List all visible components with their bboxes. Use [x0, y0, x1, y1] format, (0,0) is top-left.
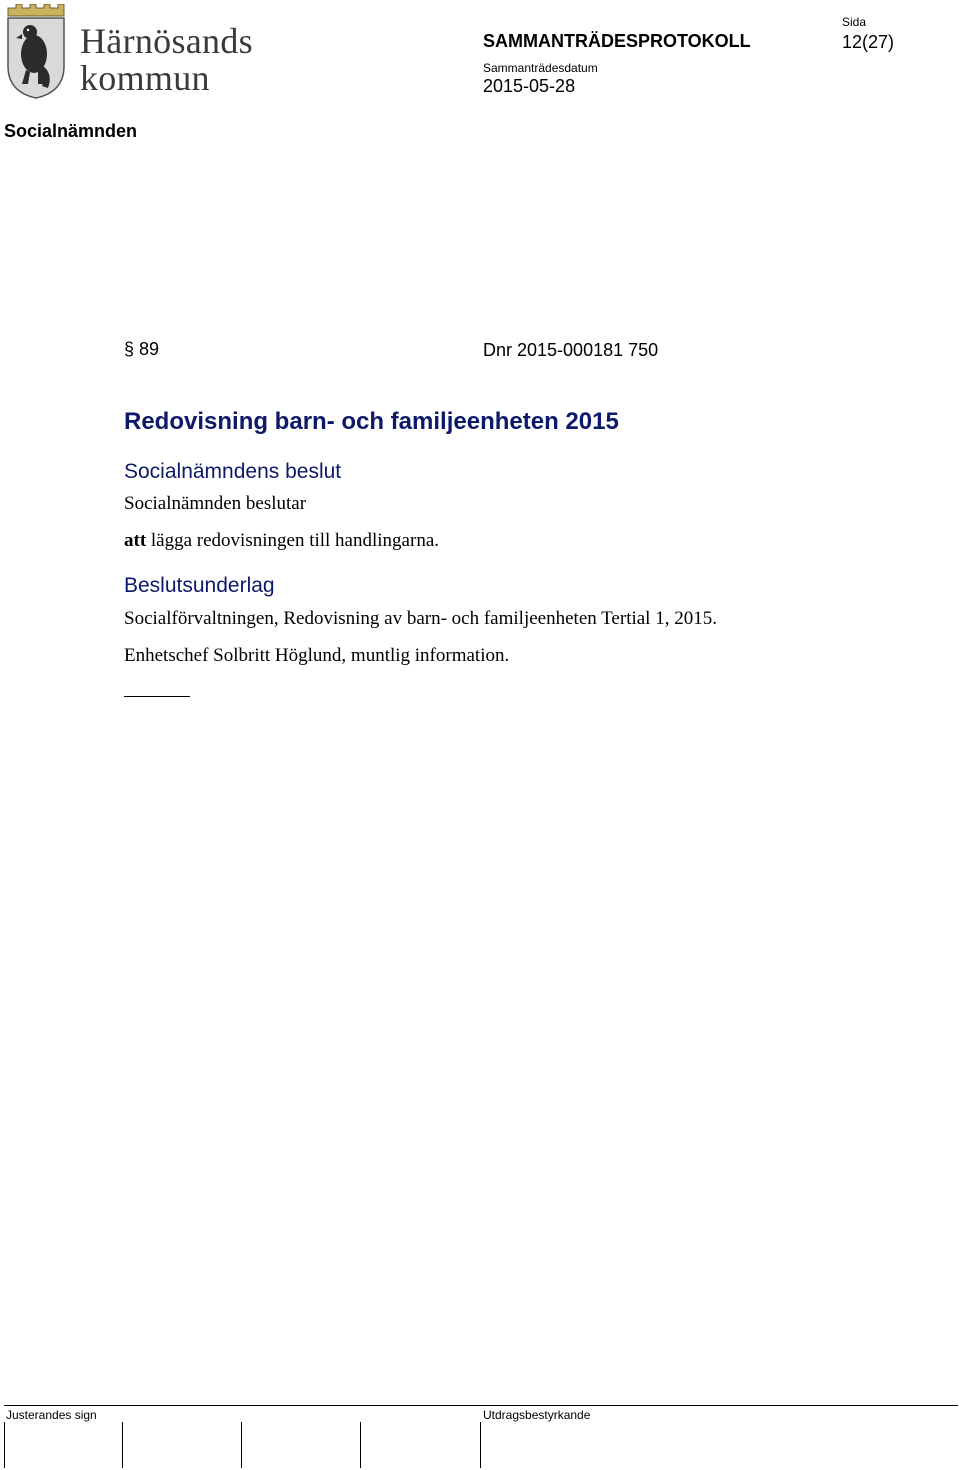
signature-box-divider: [480, 1422, 481, 1468]
signature-box-divider: [360, 1422, 361, 1468]
municipality-name-line1: Härnösands: [80, 21, 253, 61]
decision-intro: Socialnämnden beslutar: [124, 493, 307, 514]
municipality-name-line2: kommun: [80, 58, 210, 98]
basis-item: Enhetschef Solbritt Höglund, muntlig information.: [124, 645, 510, 666]
signature-box-divider: [4, 1422, 5, 1468]
committee-name: Socialnämnden: [4, 121, 138, 141]
meeting-date-label: Sammanträdesdatum: [483, 61, 598, 75]
page-label: Sida: [842, 15, 867, 29]
coat-of-arms-beaver-icon: [4, 4, 66, 100]
footer-sign-label: Justerandes sign: [6, 1408, 97, 1422]
signature-box-divider: [122, 1422, 123, 1468]
decision-text: lägga redovisningen till handlingarna.: [146, 530, 439, 551]
decision-statement: [124, 530, 439, 552]
decision-keyword: att: [124, 530, 147, 551]
paragraph-number: § 89: [124, 339, 160, 359]
document-type: SAMMANTRÄDESPROTOKOLL: [483, 31, 751, 51]
basis-item: Socialförvaltningen, Redovisning av barn- och familjeenheten Tertial 1, 2015.: [124, 608, 717, 629]
page-number: 12(27): [842, 32, 895, 52]
footer-extract-label: Utdragsbestyrkande: [483, 1408, 591, 1422]
footer-rule: [4, 1405, 958, 1406]
decision-heading: Socialnämndens beslut: [124, 460, 342, 483]
section-end-rule: [124, 696, 190, 697]
basis-heading: Beslutsunderlag: [124, 574, 275, 597]
meeting-date: 2015-05-28: [483, 76, 576, 96]
diary-number: Dnr 2015-000181 750: [483, 340, 659, 360]
agenda-item-title: Redovisning barn- och familjeenheten 2015: [124, 408, 619, 435]
signature-box-divider: [241, 1422, 242, 1468]
